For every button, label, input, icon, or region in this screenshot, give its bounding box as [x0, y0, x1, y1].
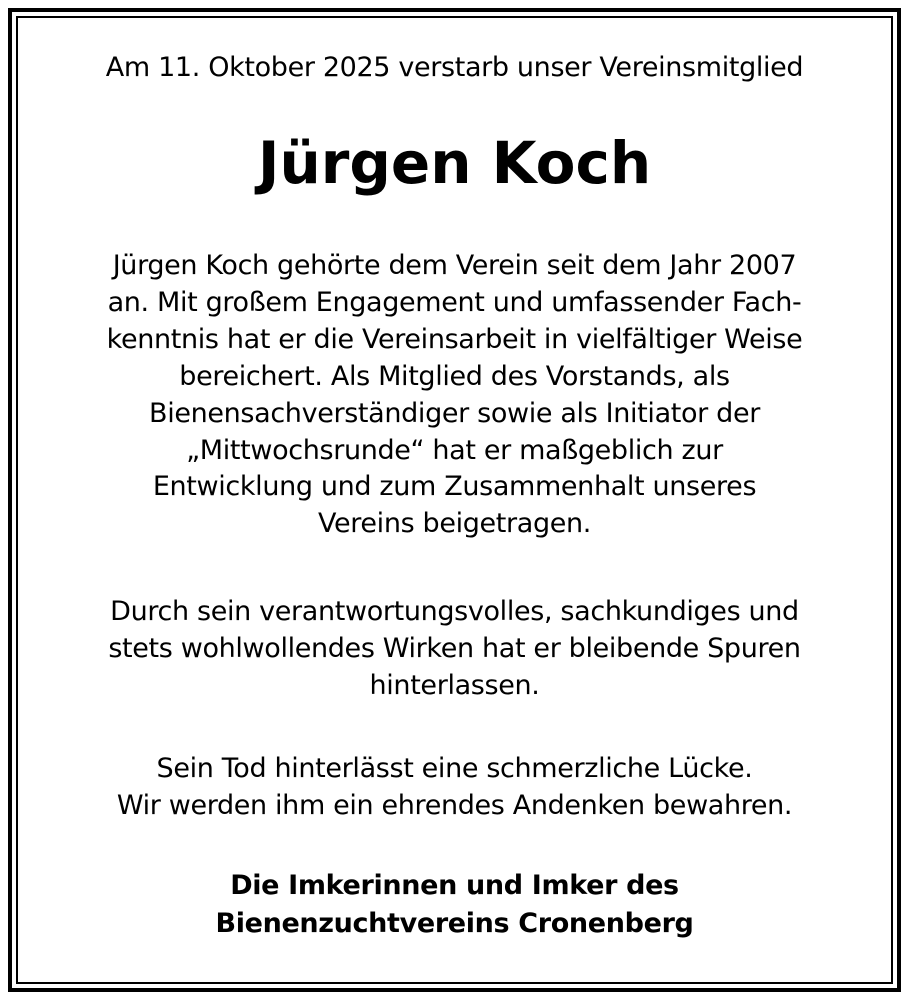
- legacy-line: hinterlassen.: [369, 669, 540, 701]
- tribute-line: „Mittwochsrunde“ hat er maßgeblich zur: [186, 434, 723, 466]
- tribute-paragraph: [20, 248, 889, 543]
- tribute-line: Jürgen Koch gehörte dem Verein seit dem Jahr 2007: [112, 250, 797, 281]
- remembrance-line: Sein Tod hinterlässt eine schmerzliche Lücke.: [156, 753, 753, 784]
- legacy-line: stets wohlwollendes Wirken hat er bleibende Spuren: [108, 632, 801, 664]
- intro-line: Am 11. Oktober 2025 verstarb unser Vereinsmitglied: [105, 52, 804, 83]
- tribute-line: bereichert. Als Mitglied des Vorstands, als: [179, 360, 730, 392]
- tribute-line: kenntnis hat er die Vereinsarbeit in vielfältiger Weise: [106, 323, 803, 355]
- signature-line: Bienenzuchtvereins Cronenberg: [215, 908, 694, 939]
- tribute-line: Entwicklung und zum Zusammenhalt unseres: [152, 471, 757, 503]
- tribute-line: Vereins beigetragen.: [317, 508, 592, 540]
- remembrance-paragraph: [20, 751, 889, 825]
- tribute-line: Bienensachverständiger sowie als Initiator der: [149, 397, 760, 429]
- signature-block: [20, 867, 889, 943]
- signature-line: Die Imkerinnen und Imker des: [230, 870, 679, 901]
- legacy-line: Durch sein verantwortungsvolles, sachkundiges und: [110, 596, 799, 627]
- tribute-line: an. Mit großem Engagement und umfassender Fach-: [107, 286, 802, 318]
- remembrance-line: Wir werden ihm ein ehrendes Andenken bewahren.: [116, 789, 793, 821]
- legacy-paragraph: [20, 594, 889, 705]
- deceased-name: Jürgen Koch: [257, 129, 652, 197]
